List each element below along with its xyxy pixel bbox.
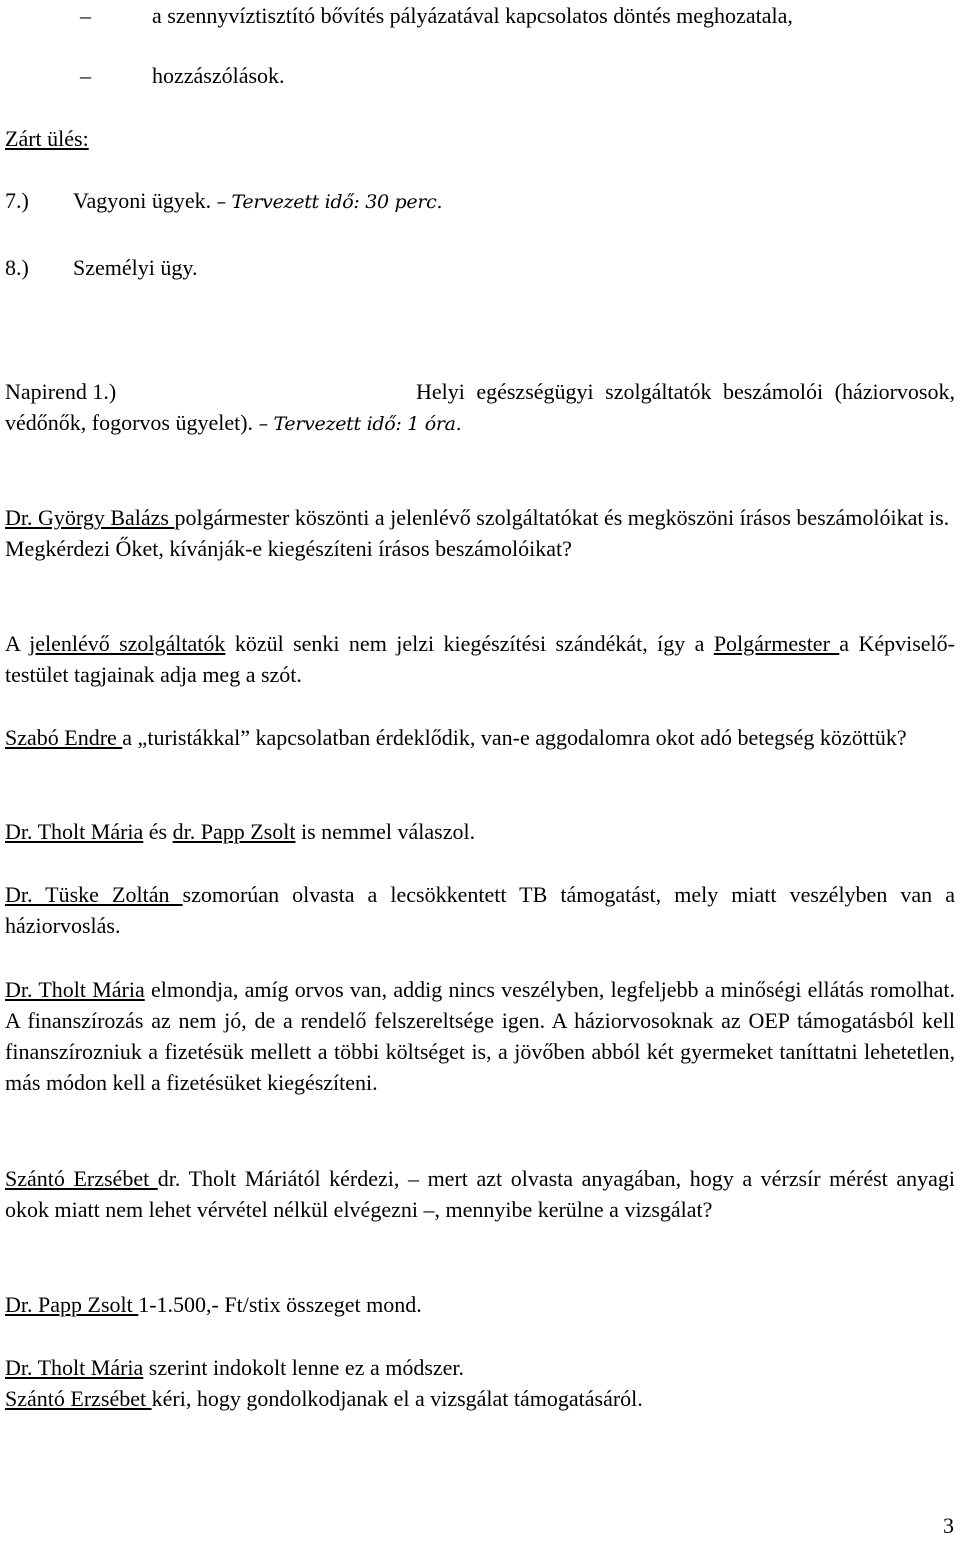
speaker-name: Dr. Tholt Mária bbox=[5, 1355, 144, 1380]
paragraph: Dr. Tholt Mária és dr. Papp Zsolt is nemmel válaszol. bbox=[5, 819, 476, 844]
closed-session-heading: Zárt ülés: bbox=[5, 126, 89, 151]
dash-item-text: hozzászólások. bbox=[152, 63, 285, 88]
napirend-text-line2: védőnők, fogorvos ügyelet). bbox=[5, 410, 259, 435]
paragraph: Szabó Endre a „turistákkal” kapcsolatban érdeklődik, van-e aggodalomra okot adó betegség közöttük? bbox=[5, 725, 907, 750]
paragraph: A jelenlévő szolgáltatók közül senki nem jelzi kiegészítési szándékát, így a Polgármester a Képviselő-testület tagjainak adja meg a szót. bbox=[5, 631, 955, 687]
paragraph: Dr. György Balázs polgármester köszönti a jelenlévő szolgáltatókat és megköszöni írásos beszámolóikat is. Megkérdezi Őket, kívánják-e kiegészíteni írásos beszámolóikat? bbox=[5, 502, 955, 564]
paragraph: Dr. Tholt Mária szerint indokolt lenne ez a módszer. Szántó Erzsébet kéri, hogy gondolkodjanak el a vizsgálat támogatásáról. bbox=[5, 1355, 643, 1411]
speaker-name: Dr. Tholt Mária bbox=[5, 977, 145, 1002]
speaker-name: Dr. Papp Zsolt bbox=[5, 1292, 139, 1317]
agenda-number: 7.) bbox=[5, 188, 29, 213]
napirend-text-line1: Helyi egészségügyi szolgáltatók beszámolói (háziorvosok, bbox=[415, 379, 955, 404]
paragraph-line: Megkérdezi Őket, kívánják-e kiegészíteni írásos beszámolóikat? bbox=[5, 536, 572, 561]
paragraph: Dr. Tholt Mária elmondja, amíg orvos van, addig nincs veszélyben, legfeljebb a minőségi ellátás romolhat. A finanszírozás az nem jó, de a rendelő felszereltsége igen. A háziorvosoknak az OEP támogatásból kell finanszírozniuk a fizetésük mellett a többi költséget is, a jövőben abból két gyermeket taníttatni lehetetlen, más módon kell a fizetésüket kiegészíteni. bbox=[5, 977, 956, 1095]
agenda-text: Vagyoni ügyek. – Tervezett idő: 30 perc. bbox=[73, 188, 443, 213]
dash-item-text: a szennyvíztisztító bővítés pályázatával kapcsolatos döntés meghozatala, bbox=[152, 3, 793, 28]
speaker-name: dr. Papp Zsolt bbox=[172, 819, 296, 844]
agenda-text: Személyi ügy. bbox=[73, 255, 198, 280]
napirend-label: Napirend 1.) bbox=[5, 379, 117, 404]
paragraph: Dr. Papp Zsolt 1-1.500,- Ft/stix összeget mond. bbox=[5, 1292, 422, 1317]
speaker-name: Dr. György Balázs bbox=[5, 505, 175, 530]
agenda-item bbox=[5, 252, 955, 283]
speaker-name: Szántó Erzsébet bbox=[5, 1386, 152, 1411]
dash-list-item bbox=[5, 0, 955, 62]
speaker-name: Dr. Tüske Zoltán bbox=[5, 882, 183, 907]
page-number: 3 bbox=[943, 1513, 954, 1538]
dash-bullet: – bbox=[80, 63, 91, 88]
agenda-item bbox=[5, 185, 955, 216]
dash-list bbox=[5, 0, 955, 88]
speaker-name: Szabó Endre bbox=[5, 725, 123, 750]
speaker-name: jelenlévő szolgáltatók bbox=[29, 631, 226, 656]
speaker-name: Dr. Tholt Mária bbox=[5, 819, 144, 844]
dash-list-item bbox=[5, 60, 955, 91]
planned-time-note: – Tervezett idő: 1 óra. bbox=[258, 413, 462, 435]
dash-bullet: – bbox=[80, 3, 91, 28]
speaker-name: Szántó Erzsébet bbox=[5, 1166, 158, 1191]
paragraph: Szántó Erzsébet dr. Tholt Máriától kérdezi, – mert azt olvasta anyagában, hogy a vérzsír mérést anyagi okok miatt nem lehet vérvétel nélkül elvégezni –, mennyibe kerülne a vizsgálat? bbox=[5, 1166, 955, 1222]
napirend-heading bbox=[5, 376, 955, 440]
paragraph: Dr. Tüske Zoltán szomorúan olvasta a lecsökkentett TB támogatást, mely miatt veszélyben van a háziorvoslás. bbox=[5, 882, 956, 938]
agenda-number: 8.) bbox=[5, 255, 29, 280]
speaker-name: Polgármester bbox=[713, 631, 840, 656]
planned-time-note: – Tervezett idő: 30 perc. bbox=[216, 191, 443, 213]
